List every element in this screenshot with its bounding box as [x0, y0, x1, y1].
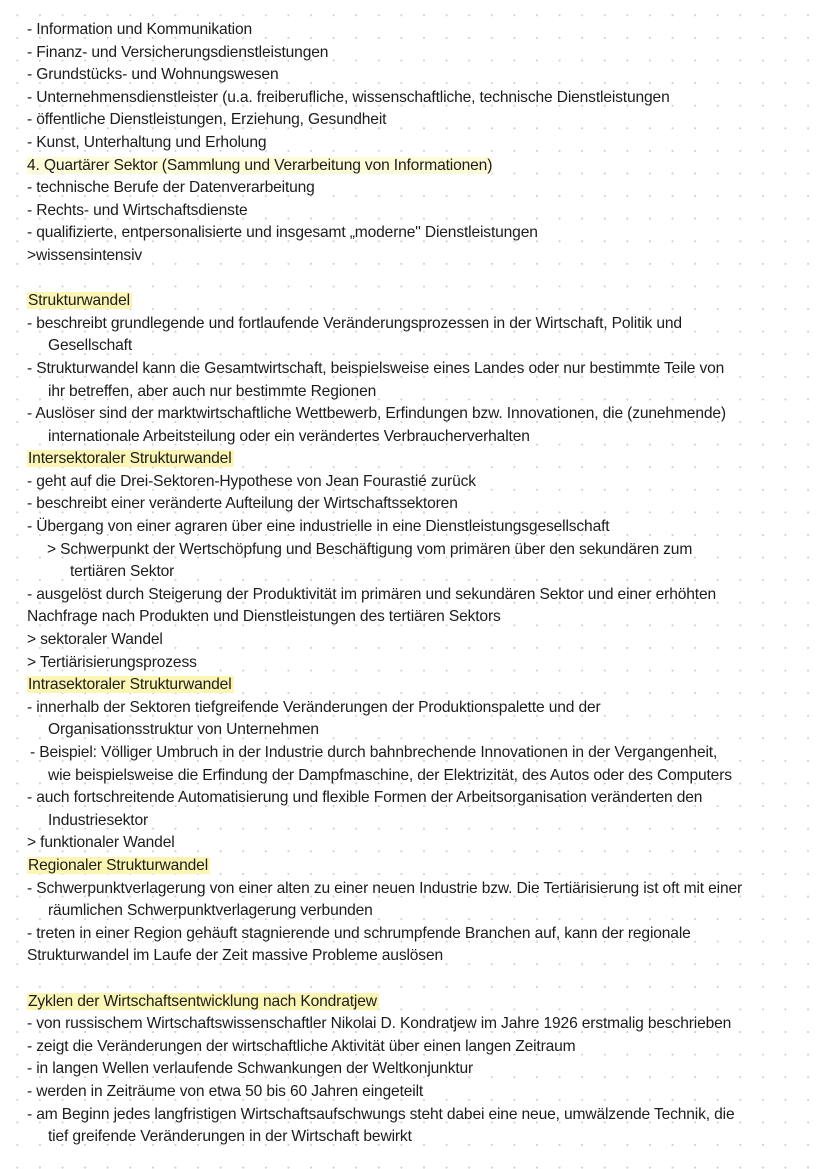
list-item: - von russischem Wirtschaftswissenschaftler Nikolai D. Kondratjew im Jahre 1926 erstmalig beschrieben	[27, 1015, 732, 1033]
result-item: > funktionaler Wandel	[27, 834, 175, 852]
list-item: - treten in einer Region gehäuft stagnierende und schrumpfende Branchen auf, kann der regionale	[27, 924, 691, 942]
sub-item: > Schwerpunkt der Wertschöpfung und Beschäftigung vom primären über den sekundären zum	[47, 540, 693, 558]
list-item: - Strukturwandel kann die Gesamtwirtschaft, beispielsweise eines Landes oder nur bestimmte Teile von	[27, 359, 725, 377]
sub-item-continuation: tertiären Sektor	[70, 563, 175, 581]
regional-section	[27, 855, 817, 968]
intersektoral-heading	[27, 448, 817, 471]
quartaer-heading-text: 4. Quartärer Sektor (Sammlung und Verarbeitung von Informationen)	[27, 156, 493, 174]
quartaer-section	[27, 155, 817, 268]
list-item: - Finanz- und Versicherungsdienstleistungen	[27, 43, 329, 61]
notes-page	[27, 19, 817, 1149]
list-item: - innerhalb der Sektoren tiefgreifende Veränderungen der Produktionspalette und der	[27, 698, 601, 716]
intersektoral-section	[27, 448, 817, 674]
list-item-continuation: wie beispielsweise die Erfindung der Dampfmaschine, der Elektrizität, des Autos oder des Computers	[48, 766, 732, 784]
list-item-continuation: tief greifende Veränderungen in der Wirtschaft bewirkt	[48, 1128, 412, 1146]
intrasektoral-section	[27, 674, 817, 855]
strukturwandel-heading-text: Strukturwandel	[28, 292, 130, 310]
kondratjew-heading	[27, 991, 817, 1014]
list-item: - ausgelöst durch Steigerung der Produktivität im primären und sekundären Sektor und einer erhöhten	[27, 585, 717, 603]
list-item-continuation: Gesellschaft	[48, 337, 133, 355]
list-item: - Schwerpunktverlagerung von einer alten zu einer neuen Industrie bzw. Die Tertiärisierung ist oft mit einer	[27, 879, 743, 897]
strukturwandel-heading	[27, 290, 817, 313]
list-item: - Information und Kommunikation	[27, 21, 253, 38]
list-item-continuation: Strukturwandel im Laufe der Zeit massive Probleme auslösen	[27, 947, 443, 965]
list-item-continuation: Organisationsstruktur von Unternehmen	[48, 721, 319, 739]
list-item: - am Beginn jedes langfristigen Wirtschaftsaufschwungs steht dabei eine neue, umwälzende Technik, die	[27, 1105, 735, 1123]
list-item-continuation: Industriesektor	[48, 811, 149, 829]
quartaer-heading	[27, 155, 817, 178]
list-item: - technische Berufe der Datenverarbeitung	[27, 179, 315, 197]
list-item: - beschreibt grundlegende und fortlaufende Veränderungsprozessen in der Wirtschaft, Politik und	[27, 314, 682, 332]
list-item: - zeigt die Veränderungen der wirtschaftliche Aktivität über einen langen Zeitraum	[27, 1037, 576, 1055]
list-item: - Beispiel: Völliger Umbruch in der Industrie durch bahnbrechende Innovationen in der Vergangenheit,	[30, 744, 718, 761]
list-item: - qualifizierte, entpersonalisierte und insgesamt „moderne" Dienstleistungen	[27, 224, 538, 242]
list-item: - auch fortschreitende Automatisierung und flexible Formen der Arbeitsorganisation veränderten den	[27, 789, 703, 807]
intersektoral-heading-text: Intersektoraler Strukturwandel	[28, 450, 232, 468]
list-item: - Übergang von einer agraren über eine industrielle in eine Dienstleistungsgesellschaft	[27, 518, 610, 536]
list-item: >wissensintensiv	[27, 246, 143, 264]
list-item-continuation: ihr betreffen, aber auch nur bestimmte Regionen	[48, 382, 377, 400]
list-item: - öffentliche Dienstleistungen, Erziehung, Gesundheit	[27, 111, 387, 129]
list-item: - Unternehmensdienstleister (u.a. freiberufliche, wissenschaftliche, technische Dienstleistungen	[27, 88, 670, 106]
list-item: - geht auf die Drei-Sektoren-Hypothese von Jean Fourastié zurück	[27, 472, 476, 490]
list-item: - Kunst, Unterhaltung und Erholung	[27, 133, 267, 151]
list-item: - Grundstücks- und Wohnungswesen	[27, 66, 279, 84]
spacer	[27, 268, 817, 291]
list-item: - Auslöser sind der marktwirtschaftliche Wettbewerb, Erfindungen bzw. Innovationen, die (zunehmende)	[27, 405, 726, 423]
strukturwandel-section	[27, 290, 817, 448]
regional-heading	[27, 855, 817, 878]
result-item: > Tertiärisierungsprozess	[27, 653, 197, 671]
result-item: > sektoraler Wandel	[27, 631, 163, 649]
spacer	[27, 968, 817, 991]
kondratjew-heading-text: Zyklen der Wirtschaftsentwicklung nach Kondratjew	[28, 992, 377, 1010]
regional-heading-text: Regionaler Strukturwandel	[28, 856, 209, 874]
intrasektoral-heading	[27, 674, 817, 697]
list-item: - Rechts- und Wirtschaftsdienste	[27, 201, 248, 219]
list-item-continuation: internationale Arbeitsteilung oder ein verändertes Verbraucherverhalten	[48, 427, 530, 445]
list-item: - beschreibt einer veränderte Aufteilung der Wirtschaftssektoren	[27, 495, 458, 513]
sector-list	[27, 19, 817, 155]
list-item-continuation: Nachfrage nach Produkten und Dienstleistungen des tertiären Sektors	[27, 608, 501, 626]
intrasektoral-heading-text: Intrasektoraler Strukturwandel	[28, 676, 232, 694]
list-item: - werden in Zeiträume von etwa 50 bis 60 Jahren eingeteilt	[27, 1082, 424, 1100]
list-item-continuation: räumlichen Schwerpunktverlagerung verbunden	[48, 902, 373, 920]
list-item: - in langen Wellen verlaufende Schwankungen der Weltkonjunktur	[27, 1060, 474, 1078]
kondratjew-section	[27, 991, 817, 1149]
